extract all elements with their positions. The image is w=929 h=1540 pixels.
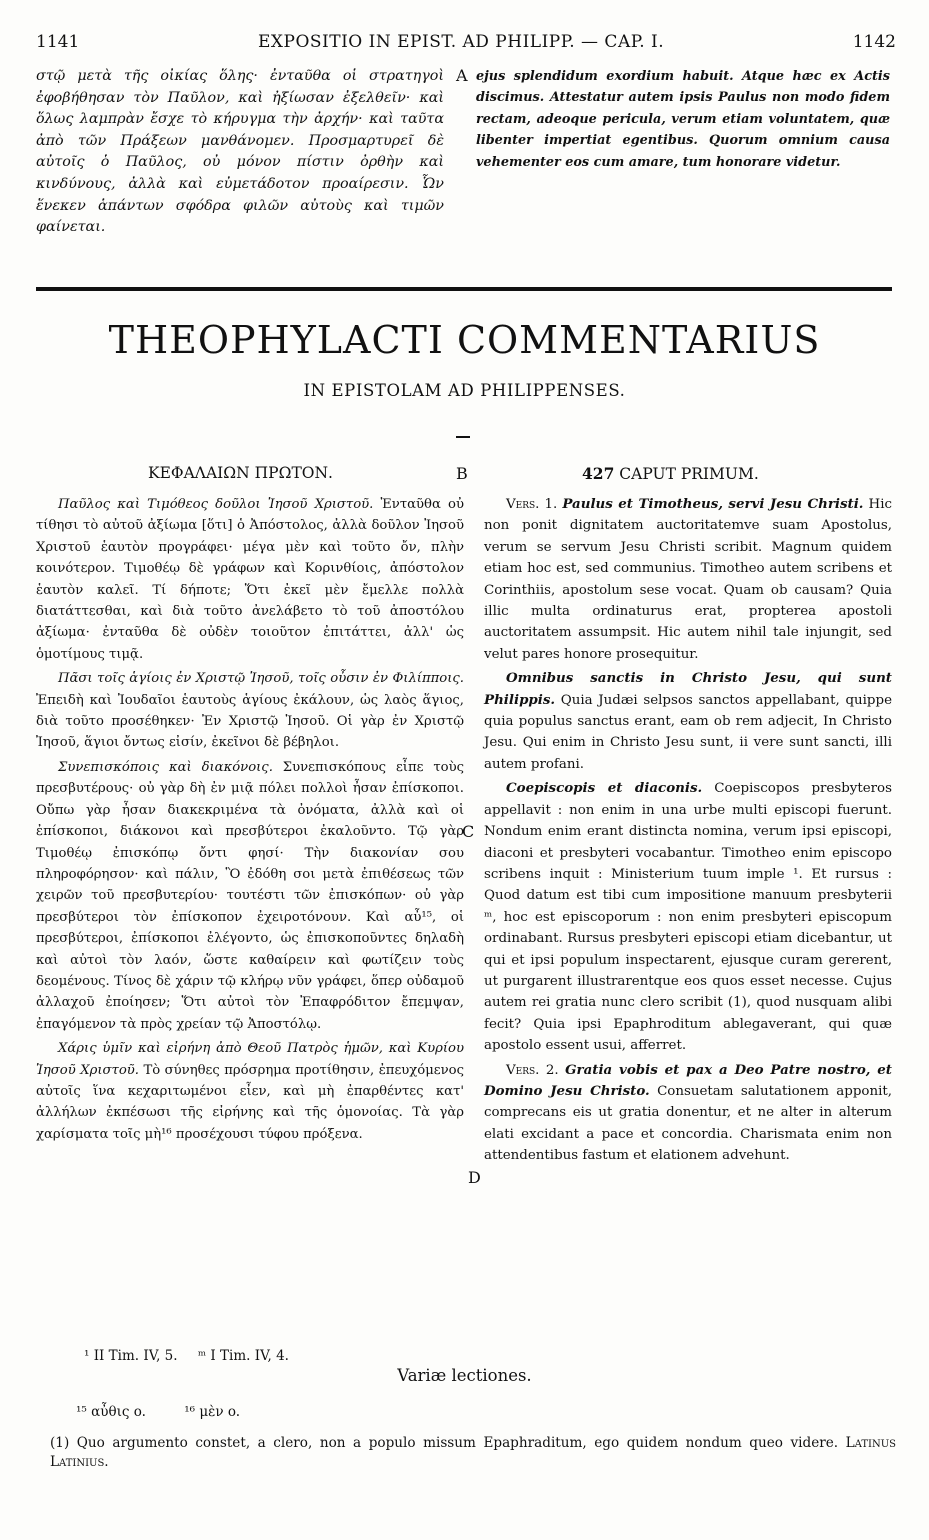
greek-text: Συνεπισκόπους εἶπε τοὺς πρεσβυτέρους· οὐ γὰρ δὴ ἐν μιᾷ πόλει πολλοὶ ἦσαν ἐπίσκοποι. Οὔπω γὰρ ἦσαν διακεκριμένα τὰ ὀνόματα, ἀλλὰ καὶ οἱ ἐπίσκοποι, διάκονοι καὶ πρεσβύτεροι ἐκαλοῦντο. Τῷ γὰρ Τιμοθέῳ ἐπισκόπῳ ὄντι φησί· Τὴν διακονίαν σου πληροφόρησον· καὶ πάλιν, Ὃ ἐδόθη σοι μετὰ ἐπιθέσεως τῶν χειρῶν τοῦ πρεσβυτερίου· τουτέστι τῶν ἐπισκόπων· οὐ γὰρ πρεσβύτεροι τὸν ἐπίσκοπον ἐχειροτόνουν. Καὶ αὖ¹⁵, οἱ πρεσβύτεροι, ἐπίσκοποι ἐλέγοντο, ὡς ἐπισκοποῦντες δηλαδὴ καὶ αὐτοὶ τὸν λαόν, ὥστε καθαίρειν καὶ φωτίζειν τοὺς δεομένους. Τίνος δὲ χάριν τῷ κλήρῳ νῦν γράφει, ὅπερ οὐδαμοῦ ἀλλαχοῦ ἐποίησεν; Ὅτι αὐτοὶ τὸν Ἐπαφρόδιτον ἔπεμψαν, ἐπαγόμενον τὰ πρὸς χρείαν τῷ Ἀποστόλῳ. — [36, 759, 464, 1032]
margin-marker-a: A — [456, 66, 468, 85]
note-text: (1) Quo argumento constet, a clero, non a populo missum Epaphraditum, ego quidem nondum queo videre. — [50, 1435, 839, 1451]
latin-commentary-column — [484, 494, 892, 1170]
latin-lemma: Paulus et Timotheus, servi Jesu Christi. — [562, 496, 864, 512]
margin-marker-d: D — [468, 1168, 481, 1187]
section-rule — [36, 287, 892, 291]
variant-readings-heading: Variæ lectiones. — [397, 1366, 532, 1385]
latin-text: Hic non ponit dignitatem auctoritatemve suam Apostolus, verum se servum Jesu Christi scribit. Magnum quidem etiam hoc est, sed communius. Timotheo autem scribens et Corinthiis, apostolum sese vocat. Quam ob causam? Quia illic multa ordinaturus erat, propterea apostoli auctoritatem assumpsit. Hic autem nihil tale injungit, sed velut pares honore prosequitur. — [484, 497, 892, 662]
greek-lemma: Συνεπισκόποις καὶ διακόνοις. — [58, 759, 273, 775]
greek-chapter-heading: ΚΕΦΑΛΑΙΩΝ ΠΡΩΤΟΝ. — [148, 464, 333, 482]
latin-paragraph — [484, 494, 892, 665]
latin-paragraph — [484, 778, 892, 1056]
greek-text: Τὸ σύνηθες πρόσρημα προτίθησιν, ἐπευχόμενος αὐτοῖς ἵνα κεχαριτωμένοι εἶεν, καὶ μὴ ἐπαρθέντες κατ' ἀλλήλων ἐκπέσωσι τῆς εἰρήνης καὶ τῆς ὁμονοίας. Τὰ γὰρ χαρίσματα τοῖς μὴ¹⁶ προσέχουσι τύφου πρόξενα. — [36, 1062, 464, 1142]
variant-reading: ¹⁵ αὖθις o. — [76, 1404, 146, 1420]
margin-marker-b: B — [456, 464, 468, 483]
running-title: EXPOSITIO IN EPIST. AD PHILIPP. — CAP. I. — [258, 32, 665, 52]
latin-text: Coepiscopos presbyteros appellavit : non enim in una urbe multi episcopi fuerunt. Nondum enim erant distincta nomina, verum ipsi episcopi, diaconi et presbyteri vocabantur. Timotheo enim episcopo scribens inquit : Ministerium tuum imple ¹. Et rursus : Quod datum est tibi cum impositione manuum presbyterii ᵐ, hoc est episcoporum : non enim presbyteri episcopum ordinabant. Rursus presbyteri episcopi etiam dicebantur, ut qui et ipsi populum inspectarent, ejusque curam gererent, ut purgarent illustrarentque eos quos esset necesse. Cujus autem rei gratia nunc clero scribit (1), quod nusquam alibi fecit? Quia ipsi Epaphroditum ablegaverant, qui quæ apostolo essent usui, afferret. — [484, 781, 892, 1054]
title-dash — [456, 436, 470, 438]
variant-reading: ¹⁶ μὲν o. — [184, 1404, 241, 1420]
greek-lemma: Χάρις ὑμῖν καὶ εἰρήνη ἀπὸ Θεοῦ Πατρὸς ἡμῶν, καὶ Κυρίου Ἰησοῦ Χριστοῦ. — [36, 1041, 464, 1078]
latin-text: Quia Judæi selpsos sanctos appellabant, quippe quia populus sanctus erant, eam ob rem adjecit, In Christo Jesu. Qui enim in Christo Jesu sunt, ii vere sunt sancti, illi autem profani. — [484, 692, 892, 772]
greek-commentary-column — [36, 494, 464, 1148]
note-signature: Latinus Latinius. — [50, 1435, 896, 1470]
latin-paragraph — [484, 1060, 892, 1167]
editor-note — [50, 1434, 896, 1472]
page-subtitle: IN EPISTOLAM AD PHILIPPENSES. — [303, 381, 626, 400]
variant-readings — [76, 1404, 274, 1420]
verse-label: Vers. 2. — [506, 1062, 559, 1078]
page-title: THEOPHYLACTI COMMENTARIUS — [108, 318, 821, 362]
greek-text: Ἐπειδὴ καὶ Ἰουδαῖοι ἑαυτοὺς ἁγίους ἐκάλουν, ὡς λαὸς ἅγιος, διὰ τοῦτο προσέθηκεν· Ἐν Χριστῷ Ἰησοῦ. Οἱ γὰρ ἐν Χριστῷ Ἰησοῦ, ἅγιοι ὄντως εἰσίν, ἐκεῖνοι δὲ βέβηλοι. — [36, 692, 464, 751]
latin-heading-text: CAPUT PRIMUM. — [619, 465, 759, 483]
greek-lemma: Παῦλος καὶ Τιμόθεος δοῦλοι Ἰησοῦ Χριστοῦ. — [58, 497, 374, 512]
greek-lemma: Πᾶσι τοῖς ἁγίοις ἐν Χριστῷ Ἰησοῦ, τοῖς οὖσιν ἐν Φιλίπποις. — [58, 671, 464, 687]
latin-paragraph — [484, 668, 892, 775]
margin-marker-c: C — [462, 822, 475, 841]
latin-lemma: Gratia vobis et pax a Deo Patre nostro, et Domino Jesu Christo. — [484, 1061, 892, 1099]
top-latin-column: ejus splendidum exordium habuit. Atque hæc ex Actis discimus. Attestatur autem ipsis Paulus non modo fidem rectam, adeoque pericula, verum etiam voluntatem, quæ libenter impertiat egentibus. Quorum omnium causa vehementer eos cum amare, tum honorare videtur. — [476, 69, 890, 170]
scripture-ref: ᵐ I Tim. IV, 4. — [197, 1348, 289, 1364]
latin-text: Consuetam salutationem apponit, comprecans eis ut gratia donentur, et ne alter in alterum elati excidant a pace et concordia. Charismata enim non attendentibus fastum et elationem advehunt. — [484, 1083, 892, 1164]
column-number: 427 — [582, 464, 615, 483]
verse-label: Vers. 1. — [506, 497, 558, 512]
latin-lemma: Omnibus sanctis in Christo Jesu, qui sunt Philippis. — [484, 670, 892, 708]
scripture-ref: ¹ II Tim. IV, 5. — [84, 1348, 178, 1364]
latin-chapter-heading — [582, 464, 759, 483]
page-number-left: 1141 — [36, 32, 80, 52]
greek-paragraph — [36, 494, 464, 665]
scripture-references — [84, 1348, 305, 1364]
latin-lemma: Coepiscopis et diaconis. — [506, 780, 703, 797]
greek-text: Ἐνταῦθα οὐ τίθησι τὸ αὐτοῦ ἀξίωμα [ὅτι] ὁ Ἀπόστολος, ἀλλὰ δοῦλον Ἰησοῦ Χριστοῦ ἑαυτὸν προγράφει· μέγα μὲν καὶ τοῦτο ὄν, πλὴν κοινότερον. Τιμοθέῳ δὲ γράφων καὶ Κορινθίοις, ἀπόστολον ἑαυτὸν καλεῖ. Τί δήποτε; Ὅτι ἐκεῖ μὲν ἔμελλε πολλὰ διατάττεσθαι, καὶ διὰ τοῦτο ἀνελάβετο τὸ τοῦ ἀποστόλου ἀξίωμα· ἐνταῦθα δὲ οὐδὲν τοιοῦτον ἐπιτάττει, ἀλλ' ὡς ὁμοτίμους τιμᾷ. — [36, 497, 465, 662]
greek-paragraph — [36, 757, 464, 1035]
page-number-right: 1142 — [852, 32, 896, 52]
top-greek-column: στῷ μετὰ τῆς οἰκίας ὅλης· ἐνταῦθα οἱ στρατηγοὶ ἐφοβήθησαν τὸν Παῦλον, καὶ ἠξίωσαν ἐξελθεῖν· καὶ ὅλως λαμπρὰν ἔσχε τὸ κήρυγμα τὴν ἀρχήν· καὶ ταῦτα ἀπὸ τῶν Πράξεων μανθάνομεν. Προσμαρτυρεῖ δὲ αὐτοῖς ὁ Παῦλος, οὐ μόνον πίστιν ὀρθὴν καὶ κινδύνους, ἀλλὰ καὶ εὐμετάδοτον προαίρεσιν. Ὧν ἕνεκεν ἁπάντων σφόδρα φιλῶν αὐτοὺς καὶ τιμῶν φαίνεται. — [36, 68, 444, 236]
greek-paragraph — [36, 668, 464, 754]
greek-paragraph — [36, 1038, 464, 1145]
running-head — [36, 32, 896, 54]
